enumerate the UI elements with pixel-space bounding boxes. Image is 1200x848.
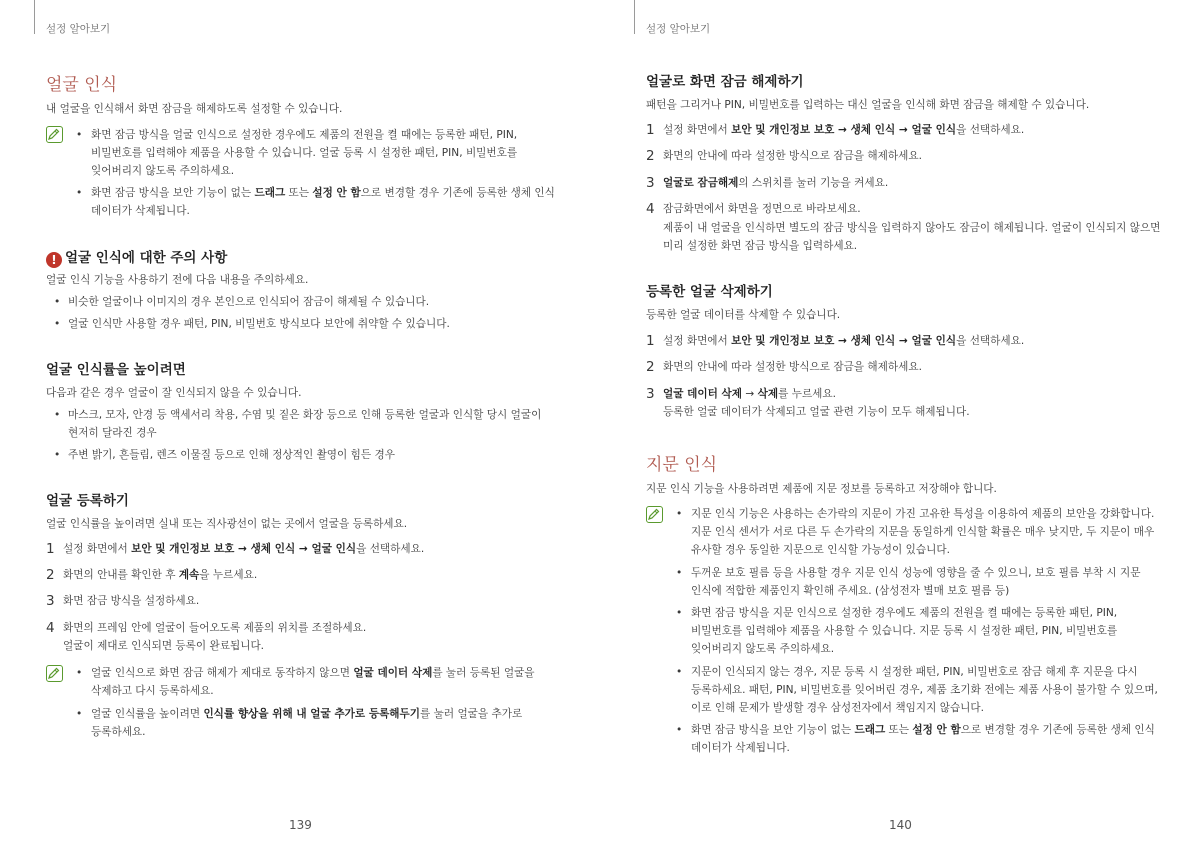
- note-line: 지문 인식 센서가 서로 다른 두 손가락의 지문을 동일하게 인식할 확률은 매우 낮지만, 두 지문이 매우: [691, 526, 1155, 538]
- step-text: 얼굴 데이터 삭제 → 삭제를 누르세요.: [663, 388, 837, 400]
- delete-intro: 등록한 얼굴 데이터를 삭제할 수 있습니다.: [646, 309, 841, 321]
- step-number: 1: [646, 333, 655, 349]
- note-line: 화면 잠금 방식을 얼굴 인식으로 설정한 경우에도 제품의 전원을 켤 때에는 등록한 패턴, PIN,: [91, 129, 518, 141]
- improve-heading: 얼굴 인식률을 높이려면: [46, 362, 186, 378]
- note-line: 유사할 경우 동일한 지문으로 인식할 가능성이 있습니다.: [691, 544, 950, 556]
- note-line: 화면 잠금 방식을 보안 기능이 없는 드래그 또는 설정 안 함으로 변경할 경우 기존에 등록한 생체 인식: [91, 187, 555, 199]
- register-intro: 얼굴 인식률을 높이려면 실내 또는 직사광선이 없는 곳에서 얼굴을 등록하세요.: [46, 518, 408, 530]
- note-line: 비밀번호를 입력해야 제품을 사용할 수 있습니다. 얼굴 등록 시 설정한 패턴, PIN, 비밀번호를: [91, 147, 518, 159]
- note-line: 등록하세요.: [91, 726, 146, 738]
- note-line: 얼굴 인식률을 높이려면 인식률 향상을 위해 내 얼굴 추가로 등록해두기를 눌러 얼굴을 추가로: [91, 708, 523, 720]
- step-text: 화면의 안내를 확인한 후 계속을 누르세요.: [63, 569, 258, 581]
- bullet: •: [76, 708, 83, 720]
- delete-heading: 등록한 얼굴 삭제하기: [646, 284, 773, 300]
- step-text: 화면의 안내에 따라 설정한 방식으로 잠금을 해제하세요.: [663, 150, 922, 162]
- step-text: 화면의 안내에 따라 설정한 방식으로 잠금을 해제하세요.: [663, 361, 922, 373]
- step-number: 2: [46, 567, 55, 583]
- page-number: 140: [889, 818, 912, 832]
- caution-icon: !: [46, 252, 62, 268]
- step-number: 1: [646, 122, 655, 138]
- note-line: 지문 인식 기능은 사용하는 손가락의 지문이 가진 고유한 특성을 이용하여 제품의 보안을 강화합니다.: [691, 508, 1155, 520]
- bullet: •: [676, 607, 683, 619]
- right-page: [600, 0, 1200, 848]
- note-line: 잊어버리지 않도록 주의하세요.: [91, 165, 235, 177]
- note-line: 얼굴 인식으로 화면 잠금 해제가 제대로 동작하지 않으면 얼굴 데이터 삭제를 눌러 등록된 얼굴을: [91, 667, 535, 679]
- note-line: 지문이 인식되지 않는 경우, 지문 등록 시 설정한 패턴, PIN, 비밀번호로 잠금 해제 후 지문을 다시: [691, 666, 1138, 678]
- caution-intro: 얼굴 인식 기능을 사용하기 전에 다음 내용을 주의하세요.: [46, 274, 309, 286]
- bullet: •: [676, 567, 683, 579]
- bullet: •: [54, 296, 61, 308]
- step-number: 4: [646, 201, 655, 217]
- note-line: 화면 잠금 방식을 보안 기능이 없는 드래그 또는 설정 안 함으로 변경할 경우 기존에 등록한 생체 인식: [691, 724, 1155, 736]
- step-text: 설정 화면에서 보안 및 개인정보 보호 → 생체 인식 → 얼굴 인식을 선택하세요.: [663, 335, 1025, 347]
- face-intro: 내 얼굴을 인식해서 화면 잠금을 해제하도록 설정할 수 있습니다.: [46, 103, 343, 115]
- note-icon: [46, 665, 63, 682]
- note-line: 등록하세요. 패턴, PIN, 비밀번호를 잊어버린 경우, 제품 초기화 전에는 제품 사용이 불가할 수 있으며,: [691, 684, 1158, 696]
- step-text: 미리 설정한 화면 잠금 방식을 입력하세요.: [663, 240, 858, 252]
- running-head: 설정 알아보기: [46, 23, 111, 35]
- unlock-intro: 패턴을 그리거나 PIN, 비밀번호를 입력하는 대신 얼굴을 인식해 화면 잠금을 해제할 수 있습니다.: [646, 99, 1090, 111]
- step-text: 설정 화면에서 보안 및 개인정보 보호 → 생체 인식 → 얼굴 인식을 선택하세요.: [63, 543, 425, 555]
- step-text: 잠금화면에서 화면을 정면으로 바라보세요.: [663, 203, 861, 215]
- note-line: 비밀번호를 입력해야 제품을 사용할 수 있습니다. 지문 등록 시 설정한 패턴, PIN, 비밀번호를: [691, 625, 1118, 637]
- improve-intro: 다음과 같은 경우 얼굴이 잘 인식되지 않을 수 있습니다.: [46, 387, 302, 399]
- note-icon: [646, 506, 663, 523]
- bullet: •: [76, 187, 83, 199]
- bullet: •: [76, 667, 83, 679]
- step-number: 3: [646, 175, 655, 191]
- note-line: 잊어버리지 않도록 주의하세요.: [691, 643, 835, 655]
- page-number: 139: [289, 818, 312, 832]
- note-line: 인식에 적합한 제품인지 확인해 주세요. (삼성전자 별매 보호 필름 등): [691, 585, 1010, 597]
- step-text: 제품이 내 얼굴을 인식하면 별도의 잠금 방식을 입력하지 않아도 잠금이 해제됩니다. 얼굴이 인식되지 않으면: [663, 222, 1161, 234]
- edge-line: [34, 0, 35, 34]
- step-text: 화면의 프레임 안에 얼굴이 들어오도록 제품의 위치를 조절하세요.: [63, 622, 367, 634]
- bullet: •: [76, 129, 83, 141]
- step-text: 얼굴이 제대로 인식되면 등록이 완료됩니다.: [63, 640, 265, 652]
- running-head: 설정 알아보기: [646, 23, 711, 35]
- step-number: 3: [646, 386, 655, 402]
- step-number: 3: [46, 593, 55, 609]
- caution-item: 얼굴 인식만 사용할 경우 패턴, PIN, 비밀번호 방식보다 보안에 취약할 수 있습니다.: [68, 318, 450, 330]
- bullet: •: [676, 724, 683, 736]
- section-title-face-recognition: 얼굴 인식: [46, 75, 118, 95]
- step-text: 설정 화면에서 보안 및 개인정보 보호 → 생체 인식 → 얼굴 인식을 선택하세요.: [663, 124, 1025, 136]
- bullet: •: [54, 449, 61, 461]
- unlock-heading: 얼굴로 화면 잠금 해제하기: [646, 74, 804, 90]
- step-number: 2: [646, 148, 655, 164]
- step-number: 1: [46, 541, 55, 557]
- note-line: 데이터가 삭제됩니다.: [91, 205, 190, 217]
- note-line: 데이터가 삭제됩니다.: [691, 742, 790, 754]
- bullet: •: [54, 409, 61, 421]
- bullet: •: [676, 508, 683, 520]
- register-heading: 얼굴 등록하기: [46, 493, 129, 509]
- step-text: 얼굴로 잠금해제의 스위치를 눌러 기능을 켜세요.: [663, 177, 889, 189]
- caution-item: 비슷한 얼굴이나 이미지의 경우 본인으로 인식되어 잠금이 해제될 수 있습니다.: [68, 296, 430, 308]
- improve-item: 현저히 달라진 경우: [68, 427, 157, 439]
- note-line: 삭제하고 다시 등록하세요.: [91, 685, 214, 697]
- improve-item: 마스크, 모자, 안경 등 액세서리 착용, 수염 및 짙은 화장 등으로 인해 등록한 얼굴과 인식할 당시 얼굴이: [68, 409, 542, 421]
- note-line: 두꺼운 보호 필름 등을 사용할 경우 지문 인식 성능에 영향을 줄 수 있으니, 보호 필름 부착 시 지문: [691, 567, 1141, 579]
- note-icon: [46, 126, 63, 143]
- caution-heading: ! 얼굴 인식에 대한 주의 사항: [46, 246, 227, 268]
- improve-item: 주변 밝기, 흔들림, 렌즈 이물질 등으로 인해 정상적인 촬영이 힘든 경우: [68, 449, 395, 461]
- bullet: •: [676, 666, 683, 678]
- note-line: 이로 인해 문제가 발생할 경우 삼성전자에서 책임지지 않습니다.: [691, 702, 985, 714]
- step-text: 화면 잠금 방식을 설정하세요.: [63, 595, 200, 607]
- bullet: •: [54, 318, 61, 330]
- step-number: 4: [46, 620, 55, 636]
- edge-line: [634, 0, 635, 34]
- step-text: 등록한 얼굴 데이터가 삭제되고 얼굴 관련 기능이 모두 해제됩니다.: [663, 406, 970, 418]
- note-line: 화면 잠금 방식을 지문 인식으로 설정한 경우에도 제품의 전원을 켤 때에는 등록한 패턴, PIN,: [691, 607, 1118, 619]
- fingerprint-intro: 지문 인식 기능을 사용하려면 제품에 지문 정보를 등록하고 저장해야 합니다.: [646, 483, 997, 495]
- section-title-fingerprint: 지문 인식: [646, 455, 718, 475]
- step-number: 2: [646, 359, 655, 375]
